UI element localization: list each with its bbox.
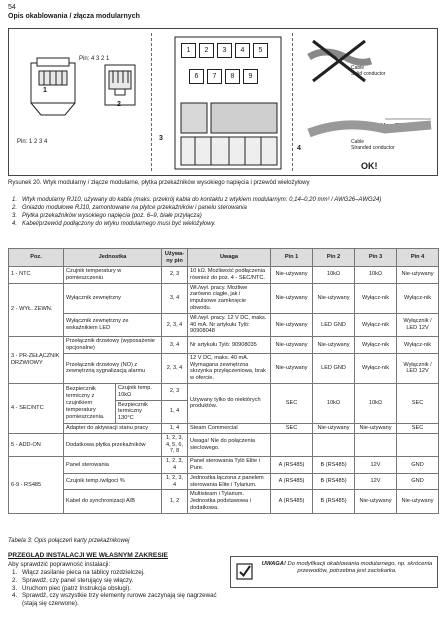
terminal-number: 1 xyxy=(181,43,196,58)
note-text: Kabel/przewód podłączony do wtyku modularnego musi być wielożyłowy. xyxy=(22,221,216,227)
cell-unit: Czujnik temp./wilgoci % xyxy=(64,473,162,490)
table-row xyxy=(9,423,439,433)
table-header-row xyxy=(9,249,439,267)
cell-note: Multisteam i Tylarium. Jednostka podstawowa i dodatkowa. xyxy=(188,490,271,513)
cell-pin4: GND xyxy=(397,457,439,474)
step-number: 3. xyxy=(12,584,18,592)
note-item xyxy=(8,220,436,228)
cell-pin2: B (RS485) xyxy=(313,457,355,474)
figure-label-3: 3 xyxy=(159,135,163,142)
table-row xyxy=(9,283,439,313)
warning-body: Do modyfikacji okablowania modularnego, np. skrócenia przewodów, potrzebna jest zaciskarka. xyxy=(285,561,433,575)
cell-pin2: B (RS485) xyxy=(313,473,355,490)
connections-table xyxy=(8,248,439,514)
warning-box xyxy=(230,556,438,588)
pin-order-top: Pin: 4 3 2 1 xyxy=(79,56,110,62)
cell-note: Steam Commercial xyxy=(188,423,271,433)
cable-solid-label: Cable Solid conductor xyxy=(351,65,386,77)
max-diameter-label: Max. Ø3.6mm xyxy=(381,123,416,129)
install-heading: PRZEGLĄD INSTALACJI WE WŁASNYM ZAKRESIE xyxy=(8,552,168,559)
cell-pin3: Wyłącz-nik xyxy=(355,353,397,383)
install-steps-list xyxy=(8,569,218,608)
cell-pin1: Nie-używany xyxy=(271,353,313,383)
cell-unit: Adapter do aktywacji stanu pracy xyxy=(64,423,162,433)
cell-note: Panel sterowania Tylö Elite i Pure. xyxy=(188,457,271,474)
cell-pin2 xyxy=(313,433,355,456)
page-number: 54 xyxy=(8,4,16,11)
cell-pin2: 10kΩ xyxy=(313,383,355,423)
cell-pin3: 10kΩ xyxy=(355,383,397,423)
cell-pin: 1, 4 xyxy=(162,423,188,433)
table-row xyxy=(9,313,439,336)
cell-pin1: Nie-używany xyxy=(271,313,313,336)
ok-label: OK! xyxy=(361,161,378,171)
figure-notes-list xyxy=(8,196,436,228)
cell-pin2: LED GND xyxy=(313,353,355,383)
cell-unit: Czujnik temperatury w pomieszczeniu xyxy=(64,267,162,284)
table-row xyxy=(9,337,439,354)
note-item xyxy=(8,204,436,212)
figure-divider xyxy=(292,33,293,171)
cell-pin2: LED GND xyxy=(313,313,355,336)
figure-label-4: 4 xyxy=(297,145,301,152)
cell-pin: 2, 3 xyxy=(162,383,188,400)
figure-20 xyxy=(8,28,438,176)
note-text: Płytka przekaźników wysokiego napięcia (poz. 6–9, białe przyłącza) xyxy=(22,213,202,219)
step-item xyxy=(8,569,218,577)
table-row xyxy=(9,473,439,490)
cell-pin3: 12V xyxy=(355,457,397,474)
cell-pin2: Nie-używany xyxy=(313,337,355,354)
cell-note: Wł./wył. pracy. Możliwe zarówno ciągłe, jak i impulsowe zamknięcie obwodu. xyxy=(188,283,271,313)
cell-pin1: SEC xyxy=(271,383,313,423)
cell-pin: 3, 4 xyxy=(162,283,188,313)
cell-pin4: Wyłącznik / LED 12V xyxy=(397,313,439,336)
cell-pin1: A (RS485) xyxy=(271,457,313,474)
cell-poz: 4 - SEC/NTC xyxy=(9,383,64,433)
cell-pin: 1, 2 xyxy=(162,490,188,513)
header-pin3: Pin 3 xyxy=(355,249,397,267)
cell-pin1: SEC xyxy=(271,423,313,433)
cell-pin1: A (RS485) xyxy=(271,473,313,490)
cell-pin: 2, 3, 4 xyxy=(162,313,188,336)
note-number: 3. xyxy=(12,213,18,219)
terminal-row-top xyxy=(181,43,268,58)
cell-note: 10 kΩ. Możliwość podłączenia również do poz. 4 - SEC/NTC. xyxy=(188,267,271,284)
step-number: 1. xyxy=(12,569,18,576)
header-pin1: Pin 1 xyxy=(271,249,313,267)
terminal-number: 2 xyxy=(199,43,214,58)
cell-pin2: Nie-używany xyxy=(313,283,355,313)
cell-note: 12 V DC, maks. 40 mA. Wymagana zewnętrzna skrzynka przyłączeniowa, brak w ofercie. xyxy=(188,353,271,383)
cable-stranded-label: Cable Stranded conductor xyxy=(351,139,395,151)
cell-pin4: Nie-używany xyxy=(397,267,439,284)
cell-pin3 xyxy=(355,433,397,456)
warning-label: UWAGA! xyxy=(261,561,286,567)
cell-pin2: Nie-używany xyxy=(313,423,355,433)
cell-note: Uwaga! Nie do połączenia siecIowego. xyxy=(188,433,271,456)
cell-pin4: Wyłącz-nik xyxy=(397,283,439,313)
cell-pin4: Wyłącznik / LED 12V xyxy=(397,353,439,383)
cell-pin3: Wyłącz-nik xyxy=(355,313,397,336)
cell-pin4: SEC xyxy=(397,423,439,433)
step-text: Sprawdź, czy wszystkie trzy elementy rurowe zaczynają się nagrzewać (stają się czerwone). xyxy=(22,592,217,608)
note-number: 1. xyxy=(12,197,18,203)
terminal-number: 8 xyxy=(225,69,240,84)
cell-pin1: Nie-używany xyxy=(271,283,313,313)
cell-pin3: Wyłącz-nik xyxy=(355,337,397,354)
cell-poz: 2 - WYŁ. ZEWN. xyxy=(9,283,64,337)
table-row xyxy=(9,353,439,383)
note-text: Gniazdo modułowe RJ10, zamontowane na płytce przekaźników i panelu sterowania xyxy=(22,205,247,211)
cell-pin3: 12V xyxy=(355,473,397,490)
cell-note: Wł./wył. pracy. 12 V DC, maks. 40 mA. Nr artykułu Tylö: 90908048 xyxy=(188,313,271,336)
note-number: 2. xyxy=(12,205,18,211)
step-text: Uruchom piec (patrz Instrukcja obsługi). xyxy=(22,584,132,592)
rj10-socket-drawing xyxy=(101,61,141,111)
cell-pin1: Nie-używany xyxy=(271,267,313,284)
terminal-number: 7 xyxy=(207,69,222,84)
cell-pin1 xyxy=(271,433,313,456)
table-row xyxy=(9,433,439,456)
cell-pin: 1, 4 xyxy=(162,400,188,423)
cell-pin4: SEC xyxy=(397,383,439,423)
cell-subunit: Bezpiecznik termiczny 130°C xyxy=(116,400,162,423)
cell-unit: Panel sterowania xyxy=(64,457,162,474)
cell-pin2: B (RS485) xyxy=(313,490,355,513)
terminal-number: 6 xyxy=(189,69,204,84)
cell-unit: Kabel do synchronizacji A/B xyxy=(64,490,162,513)
cell-poz: 6-9 - RS485 xyxy=(9,457,64,514)
solid-conductor-crossed-drawing xyxy=(305,35,375,87)
table-row xyxy=(9,457,439,474)
table-row xyxy=(9,267,439,284)
cell-note: Jednostka łączona z panelem sterowania Elite i Tylarium. xyxy=(188,473,271,490)
checkmark-icon xyxy=(236,563,253,580)
figure-label-2: 2 xyxy=(117,101,121,108)
rj10-plug-drawing xyxy=(27,57,83,119)
cell-pin: 2, 3 xyxy=(162,267,188,284)
cell-poz: 1 - NTC xyxy=(9,267,64,284)
pin-order-bottom: Pin: 1 2 3 4 xyxy=(17,139,48,145)
cell-pin: 3, 4 xyxy=(162,337,188,354)
cell-pin: 2, 3, 4 xyxy=(162,353,188,383)
cell-pin3: Nie-używany xyxy=(355,490,397,513)
header-jednostka: Jednostka xyxy=(64,249,162,267)
terminal-number: 5 xyxy=(253,43,268,58)
step-number: 2. xyxy=(12,576,18,584)
cell-pin4 xyxy=(397,433,439,456)
header-used-pin: Używa- ny pin xyxy=(162,249,188,267)
step-item xyxy=(8,592,218,608)
step-text: Włącz zasilanie pieca na tablicy rozdzielczej. xyxy=(22,569,145,576)
cell-note: Używany tylko do niektórych produktów. xyxy=(188,383,271,423)
step-number: 4. xyxy=(12,592,18,600)
cell-unit: Dodatkowa płytka przekaźników xyxy=(64,433,162,456)
header-poz: Poz. xyxy=(9,249,64,267)
cell-pin: 1, 2, 3, 4, 5, 6, 7, 8 xyxy=(162,433,188,456)
header-uwaga: Uwaga xyxy=(188,249,271,267)
cell-pin3: Wyłącz-nik xyxy=(355,283,397,313)
warning-text xyxy=(259,561,435,576)
step-text: Sprawdź, czy panel sterujący się włączy. xyxy=(22,576,134,584)
figure-label-1: 1 xyxy=(43,87,47,94)
cell-pin3: Nie-używany xyxy=(355,423,397,433)
table-row xyxy=(9,490,439,513)
page-header: Opis okablowania / złącza modularnych xyxy=(8,13,140,20)
cell-poz: 3 - PR-ZEŁĄCZNIK DRZWIOWY xyxy=(9,337,64,384)
cell-pin1: Nie-używany xyxy=(271,337,313,354)
cell-unit: Przełącznik drzwiowy (wyposażenie opcjonalne) xyxy=(64,337,162,354)
cell-unit: Wyłącznik zewnętrzny ze wskaźnikiem LED xyxy=(64,313,162,336)
terminal-number: 3 xyxy=(217,43,232,58)
cell-unit: Bezpiecznik termiczny z czujnikiem temperatury pomieszczenia. xyxy=(64,383,116,423)
cell-unit: Wyłącznik zewnętrzny xyxy=(64,283,162,313)
header-pin4: Pin 4 xyxy=(397,249,439,267)
terminal-row-bottom xyxy=(189,69,258,84)
table-row xyxy=(9,383,439,400)
cell-subunit: Czujnik temp. 10kΩ xyxy=(116,383,162,400)
terminal-number: 9 xyxy=(243,69,258,84)
cell-note: Nr artykułu Tylö: 90908035 xyxy=(188,337,271,354)
header-pin2: Pin 2 xyxy=(313,249,355,267)
cell-pin3: 10kΩ xyxy=(355,267,397,284)
note-text: Wtyk modularny RJ10, używany do kabla (maks. przekrój kabla do kontaktu z wtykiem modularnym: 0,14–0,20 mm² / AWG26–AWG24) xyxy=(22,197,382,203)
figure-divider xyxy=(151,33,152,171)
cell-pin4: GND xyxy=(397,473,439,490)
cell-pin2: 10kΩ xyxy=(313,267,355,284)
note-item xyxy=(8,196,436,204)
figure-caption: Rysunek 20. Wtyk modularny / złącze modularne, płytka przekaźników wysokiego napięcia i przewód wielożyłowy xyxy=(8,180,310,186)
cell-poz: 5 - ADD-ON xyxy=(9,433,64,456)
cell-pin: 1, 2, 3, 4 xyxy=(162,457,188,474)
cell-pin1: A (RS485) xyxy=(271,490,313,513)
install-subheading: Aby sprawdzić poprawność instalacji: xyxy=(8,561,111,568)
cell-pin4: Wyłącz-nik xyxy=(397,337,439,354)
note-number: 4. xyxy=(12,221,18,227)
cell-pin4: Nie-używany xyxy=(397,490,439,513)
step-item xyxy=(8,577,218,585)
table-caption: Tabela 3: Opis połączeń karty przekaźnikowej xyxy=(8,538,130,544)
step-item xyxy=(8,585,218,593)
note-item xyxy=(8,212,436,220)
terminal-number: 4 xyxy=(235,43,250,58)
cell-unit: Przełącznik drzwiowy (NO) z zewnętrzną sygnalizacją alarmu xyxy=(64,353,162,383)
cell-pin: 1, 2, 3, 4 xyxy=(162,473,188,490)
